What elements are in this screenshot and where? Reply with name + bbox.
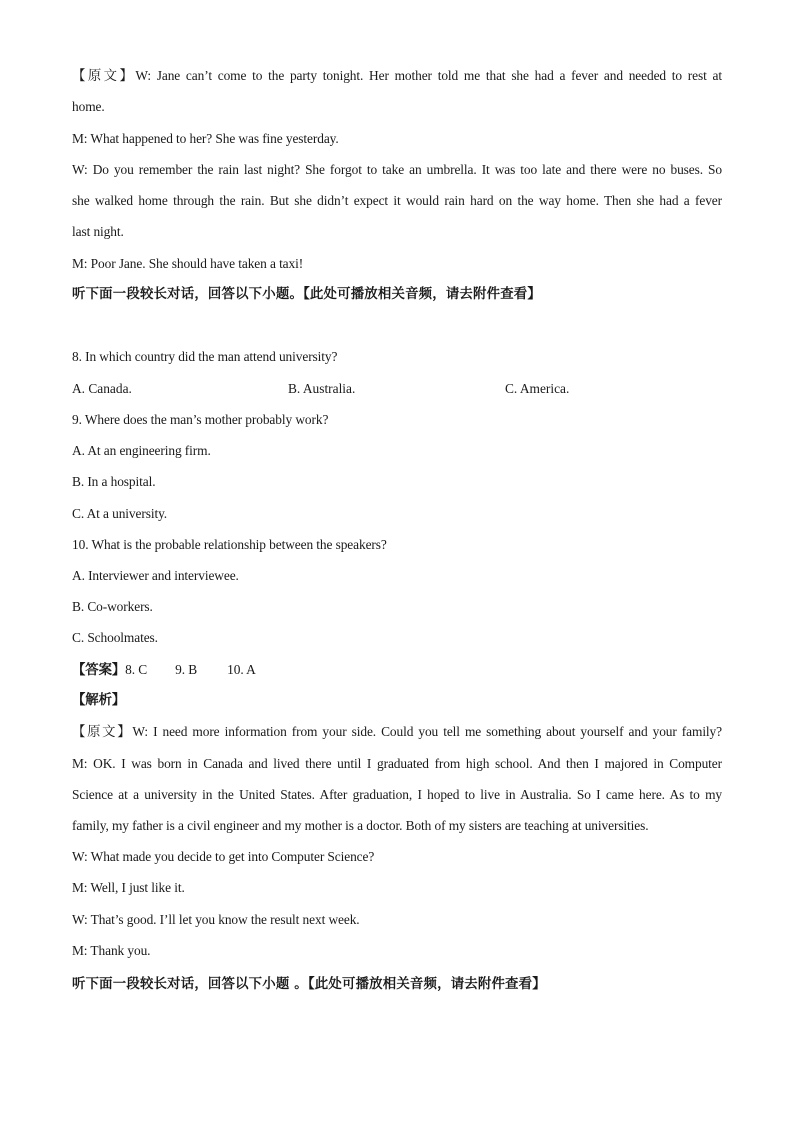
transcript-1-line-7: M: Poor Jane. She should have taken a taxi! [72,256,304,271]
transcript-2-line-4: family, my father is a civil engineer and my mother is a doctor. Both of my sisters are teaching at universities. [72,818,649,833]
transcript-1-line-5: she walked home through the rain. But she didn’t expect it would rain hard on the way home. Then she had a fever [72,193,722,208]
answers-line [72,661,256,680]
answers-label: 【答案】 [72,663,126,678]
transcript-label: 【原文】 [72,69,136,84]
question-10: 10. What is the probable relationship between the speakers? [72,537,387,552]
question-9-option-b: B. In a hospital. [72,474,156,489]
transcript-1-line-2: home. [72,99,105,114]
question-10-option-a: A. Interviewer and interviewee. [72,568,239,583]
transcript-label: 【原文】 [72,725,133,740]
question-10-option-b: B. Co-workers. [72,599,153,614]
transcript-2-line-3: Science at a university in the United States. After graduation, I hoped to live in Australia. So I came here. As to my [72,787,722,802]
transcript-2-line-8: M: Thank you. [72,943,151,958]
transcript-2-line-2: M: OK. I was born in Canada and lived there until I graduated from high school. And then I majored in Computer [72,756,722,771]
question-8: 8. In which country did the man attend university? [72,349,338,364]
answer-9: 9. B [175,662,198,677]
answer-10: 10. A [227,662,256,677]
question-9-option-a: A. At an engineering firm. [72,443,211,458]
analysis-label: 【解析】 [72,693,126,708]
question-8-option-c: C. America. [505,381,570,396]
transcript-2-line-5: W: What made you decide to get into Computer Science? [72,849,375,864]
question-8-option-a: A. Canada. [72,381,132,396]
transcript-1-line-1: 【原文】W: Jane can’t come to the party tonight. Her mother told me that she had a fever and needed to rest at [72,68,722,84]
question-10-option-c: C. Schoolmates. [72,630,158,645]
question-9: 9. Where does the man’s mother probably work? [72,412,329,427]
answer-8: 8. C [125,662,148,677]
transcript-2-line-1: 【原文】W: I need more information from your side. Could you tell me something about yourself and your family? [72,724,722,740]
listening-instruction-2: 听下面一段较长对话，回答以下小题 。【此处可播放相关音频，请去附件查看】 [72,977,546,992]
transcript-1-line-3: M: What happened to her? She was fine yesterday. [72,131,339,146]
transcript-2-line-6: M: Well, I just like it. [72,880,185,895]
question-9-option-c: C. At a university. [72,506,168,521]
transcript-1-line-4: W: Do you remember the rain last night? She forgot to take an umbrella. It was too late and there were no buses. So [72,162,722,177]
transcript-1-line-6: last night. [72,224,124,239]
transcript-2-line-7: W: That’s good. I’ll let you know the result next week. [72,912,360,927]
listening-instruction-1: 听下面一段较长对话，回答以下小题。【此处可播放相关音频，请去附件查看】 [72,287,541,302]
question-8-option-b: B. Australia. [288,381,356,396]
